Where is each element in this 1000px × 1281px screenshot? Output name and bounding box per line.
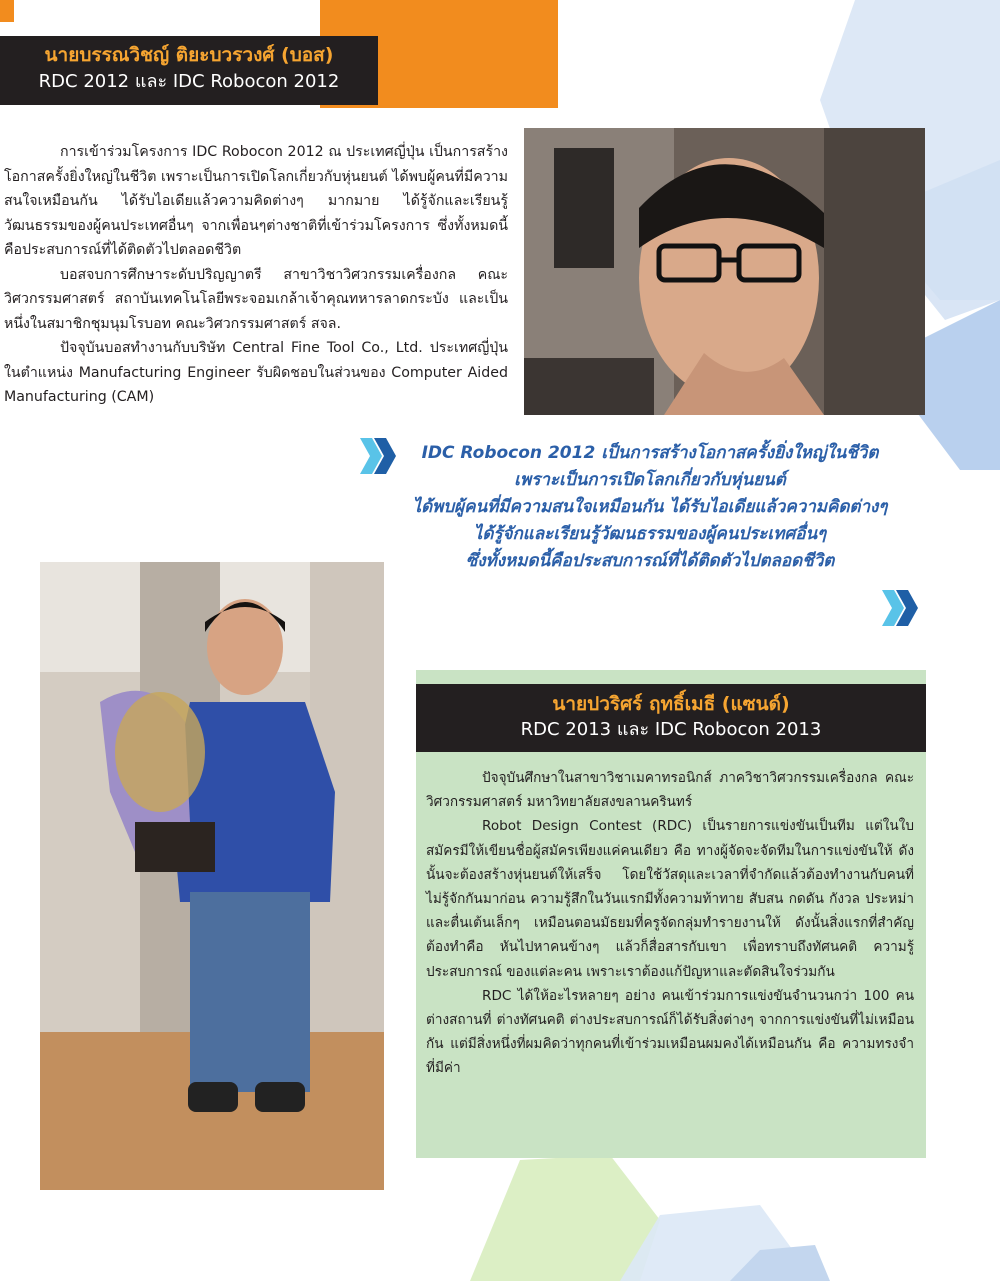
profile2-event: RDC 2013 และ IDC Robocon 2013 (520, 719, 822, 740)
profile2-paragraph: Robot Design Contest (RDC) เป็นรายการแข่งขันเป็นทีม แต่ในใบสมัครมีให้เขียนชื่อผู้สมัครเพียงแค่คนเดียว คือ ทางผู้จัดจะจัดทีมในการแข่งขันให้ ดังนั้นจะต้องสร้างหุ่นยนต์ให้เสร็จ โดยใช้วัสดุและเวลาที่จำกัดแล้วต้องทำงานกับคนที่ไม่รู้จักกันมาก่อน ความรู้สึกในวันแรกมีทั้งความท้าทาย สับสน กดดัน กังวล ประหม่า และตื่นเต้นเล็กๆ เหมือนตอนมัธยมที่ครูจัดกลุ่มทำรายงานให้ ดังนั้นสิ่งแรกที่สำคัญต้องทำคือ หันไปหาคนข้างๆ แล้วก็สื่อสารกับเขา เพื่อทราบถึงทัศนคติ ความรู้ ประสบการณ์ ของแต่ละคน เพราะเราต้องแก้ปัญหาและตัดสินใจร่วมกัน (426, 818, 914, 980)
profile2-name: นายปวริศร์ ฤทธิ์เมธี (แซนด์) (552, 693, 790, 715)
profile1-paragraph: บอสจบการศึกษาระดับปริญญาตรี สาขาวิชาวิศวกรรมเครื่องกล คณะวิศวกรรมศาสตร์ สถาบันเทคโนโลยีพระจอมเกล้าเจ้าคุณทหารลาดกระบัง และเป็นหนึ่งในสมาชิกชุมนุมโรบอท คณะวิศวกรรมศาสตร์ สจล. (4, 266, 508, 332)
profile2-body (426, 766, 914, 1081)
orange-block-small (0, 0, 14, 22)
profile1-event: RDC 2012 และ IDC Robocon 2012 (38, 71, 340, 92)
profile2-title-box (416, 684, 926, 752)
quote-line: ซึ่งทั้งหมดนี้คือประสบการณ์ที่ได้ติดตัวไปตลอดชีวิต (465, 551, 835, 571)
profile1-name: นายบรรณวิชญ์ ติยะบวรวงศ์ (บอส) (44, 44, 334, 66)
profile2-photo (40, 562, 384, 1190)
profile1-paragraph: ปัจจุบันบอสทำงานกับบริษัท Central Fine Tool Co., Ltd. ประเทศญี่ปุ่น ในตำแหน่ง Manufacturing Engineer รับผิดชอบในส่วนของ Computer Aided Manufacturing (CAM) (4, 340, 508, 405)
quote-line: เพราะเป็นการเปิดโลกเกี่ยวกับหุ่นยนต์ (514, 470, 786, 490)
profile1-paragraph: การเข้าร่วมโครงการ IDC Robocon 2012 ณ ประเทศญี่ปุ่น เป็นการสร้างโอกาสครั้งยิ่งใหญ่ในชีวิต เพราะเป็นการเปิดโลกเกี่ยวกับหุ่นยนต์ ได้พบผู้คนที่มีความสนใจเหมือนกัน ได้รับไอเดียแล้วความคิดต่างๆ มากมาย ได้รู้จักและเรียนรู้วัฒนธรรมของผู้คนประเทศอื่นๆ จากเพื่อนๆต่างชาติที่เข้าร่วมโครงการ ซึ่งทั้งหมดนี้คือประสบการณ์ที่ได้ติดตัวไปตลอดชีวิต (4, 144, 508, 258)
profile2-paragraph: ปัจจุบันศึกษาในสาขาวิชาเมคาทรอนิกส์ ภาควิชาวิศวกรรมเครื่องกล คณะวิศวกรรมศาสตร์ มหาวิทยาลัยสงขลานครินทร์ (426, 770, 914, 811)
quote-line: ได้รู้จักและเรียนรู้วัฒนธรรมของผู้คนประเทศอื่นๆ (473, 524, 827, 544)
quote-line: IDC Robocon 2012 เป็นการสร้างโอกาสครั้งยิ่งใหญ่ในชีวิต (421, 443, 879, 463)
highlight-quote (380, 440, 920, 575)
chevron-double-right-icon (880, 588, 920, 628)
profile1-title-box (0, 36, 378, 105)
profile1-photo (524, 128, 925, 415)
profile2-paragraph: RDC ได้ให้อะไรหลายๆ อย่าง คนเข้าร่วมการแข่งขันจำนวนกว่า 100 คน ต่างสถานที่ ต่างทัศนคติ ต่างประสบการณ์ก็ได้รับสิ่งต่างๆ จากการแข่งขันที่ไม่เหมือนกัน แต่มีสิ่งหนึ่งที่ผมคิดว่าทุกคนที่เข้าร่วมเหมือนผมคงได้เหมือนกัน คือ ความทรงจำที่มีค่า (426, 987, 914, 1077)
quote-line: ได้พบผู้คนที่มีความสนใจเหมือนกัน ได้รับไอเดียแล้วความคิดต่างๆ (412, 497, 888, 517)
profile1-body (4, 140, 508, 410)
